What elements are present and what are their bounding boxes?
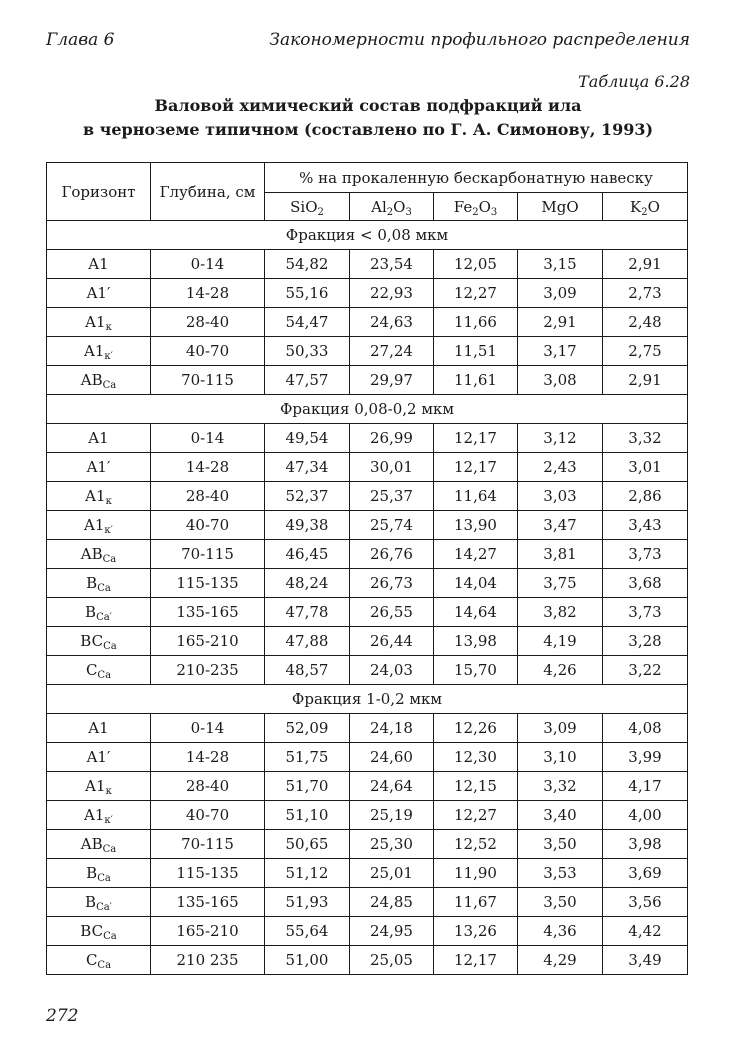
oxide-subscript: 3 (490, 206, 498, 218)
table-row (47, 772, 688, 801)
horizon-cell (47, 424, 151, 453)
horizon-subscript: к (105, 786, 112, 797)
horizon-base: A1 (88, 429, 109, 447)
value-cell: 2,91 (603, 250, 688, 279)
oxide-base: MgO (541, 197, 579, 216)
value-cell: 4,29 (518, 946, 603, 975)
value-cell: 3,49 (603, 946, 688, 975)
value-cell: 52,09 (265, 714, 350, 743)
table-title-line-1: Валовой химический состав подфракций ила (154, 96, 582, 115)
horizon-base: A1 (88, 719, 109, 737)
table-row (47, 308, 688, 337)
horizon-base: AB (80, 371, 103, 389)
fraction-label: Фракция 1-0,2 мкм (47, 685, 688, 714)
value-cell: 3,12 (518, 424, 603, 453)
value-cell: 13,90 (434, 511, 518, 540)
depth-cell: 14-28 (151, 279, 265, 308)
value-cell: 30,01 (350, 453, 434, 482)
depth-cell: 70-115 (151, 830, 265, 859)
value-cell: 25,37 (350, 482, 434, 511)
value-cell: 49,54 (265, 424, 350, 453)
chapter-label: Глава 6 (46, 30, 115, 50)
horizon-subscript: Ca′ (96, 902, 112, 913)
value-cell: 11,61 (434, 366, 518, 395)
value-cell: 48,57 (265, 656, 350, 685)
column-header-horizon: Горизонт (47, 163, 151, 221)
value-cell: 2,43 (518, 453, 603, 482)
oxide-base: Al (371, 197, 387, 216)
value-cell: 12,27 (434, 279, 518, 308)
value-cell: 3,32 (603, 424, 688, 453)
horizon-subscript: Ca (102, 380, 117, 391)
column-header-oxide (434, 193, 518, 221)
horizon-subscript: к′ (104, 815, 113, 826)
oxide-base: K (630, 197, 642, 216)
horizon-subscript: Ca (102, 844, 117, 855)
horizon-cell (47, 859, 151, 888)
depth-cell: 28-40 (151, 308, 265, 337)
horizon-base: A1′ (86, 748, 111, 766)
depth-cell: 28-40 (151, 772, 265, 801)
table-row (47, 656, 688, 685)
horizon-cell (47, 598, 151, 627)
fraction-row (47, 395, 688, 424)
depth-cell: 210 235 (151, 946, 265, 975)
value-cell: 3,08 (518, 366, 603, 395)
horizon-base: A1′ (86, 458, 111, 476)
value-cell: 3,03 (518, 482, 603, 511)
value-cell: 3,73 (603, 540, 688, 569)
value-cell: 55,16 (265, 279, 350, 308)
horizon-base: A1 (85, 313, 106, 331)
value-cell: 26,76 (350, 540, 434, 569)
fraction-label: Фракция 0,08-0,2 мкм (47, 395, 688, 424)
value-cell: 12,17 (434, 424, 518, 453)
horizon-base: BC (80, 632, 104, 650)
value-cell: 47,78 (265, 598, 350, 627)
value-cell: 25,19 (350, 801, 434, 830)
value-cell: 4,19 (518, 627, 603, 656)
horizon-base: B (86, 574, 98, 592)
value-cell: 49,38 (265, 511, 350, 540)
column-header-oxide (265, 193, 350, 221)
horizon-cell (47, 946, 151, 975)
value-cell: 3,09 (518, 714, 603, 743)
value-cell: 2,86 (603, 482, 688, 511)
value-cell: 3,32 (518, 772, 603, 801)
value-cell: 12,30 (434, 743, 518, 772)
value-cell: 3,50 (518, 830, 603, 859)
depth-cell: 135-165 (151, 598, 265, 627)
depth-cell: 40-70 (151, 801, 265, 830)
value-cell: 11,51 (434, 337, 518, 366)
value-cell: 11,90 (434, 859, 518, 888)
table-row (47, 801, 688, 830)
value-cell: 47,57 (265, 366, 350, 395)
table-row (47, 946, 688, 975)
value-cell: 27,24 (350, 337, 434, 366)
oxide-tail: O (478, 197, 491, 216)
depth-cell: 210-235 (151, 656, 265, 685)
table-row (47, 917, 688, 946)
horizon-subscript: Ca (103, 641, 117, 652)
value-cell: 3,73 (603, 598, 688, 627)
value-cell: 51,10 (265, 801, 350, 830)
horizon-cell (47, 453, 151, 482)
value-cell: 25,05 (350, 946, 434, 975)
horizon-cell (47, 540, 151, 569)
depth-cell: 165-210 (151, 917, 265, 946)
value-cell: 12,15 (434, 772, 518, 801)
depth-cell: 14-28 (151, 453, 265, 482)
value-cell: 11,66 (434, 308, 518, 337)
section-title: Закономерности профильного распределения (269, 30, 690, 50)
horizon-cell (47, 279, 151, 308)
value-cell: 4,17 (603, 772, 688, 801)
value-cell: 24,60 (350, 743, 434, 772)
table-row (47, 424, 688, 453)
depth-cell: 0-14 (151, 714, 265, 743)
horizon-subscript: Ca (97, 583, 111, 594)
depth-cell: 115-135 (151, 859, 265, 888)
value-cell: 2,73 (603, 279, 688, 308)
value-cell: 51,00 (265, 946, 350, 975)
oxide-tail: O (647, 197, 660, 216)
value-cell: 3,68 (603, 569, 688, 598)
oxide-subscript: 2 (641, 206, 648, 218)
horizon-base: AB (80, 835, 103, 853)
horizon-subscript: Ca (103, 931, 117, 942)
horizon-base: A1 (84, 516, 105, 534)
value-cell: 4,08 (603, 714, 688, 743)
value-cell: 3,22 (603, 656, 688, 685)
oxide-subscript: 2 (472, 206, 479, 218)
value-cell: 47,88 (265, 627, 350, 656)
value-cell: 3,75 (518, 569, 603, 598)
value-cell: 3,69 (603, 859, 688, 888)
oxide-base: Fe (453, 197, 473, 216)
value-cell: 3,47 (518, 511, 603, 540)
value-cell: 50,33 (265, 337, 350, 366)
horizon-subscript: к (105, 322, 112, 333)
fraction-row (47, 221, 688, 250)
value-cell: 51,70 (265, 772, 350, 801)
horizon-cell (47, 772, 151, 801)
horizon-base: B (85, 603, 97, 621)
horizon-base: C (85, 661, 98, 679)
value-cell: 3,99 (603, 743, 688, 772)
horizon-subscript: Ca′ (96, 612, 112, 623)
value-cell: 51,12 (265, 859, 350, 888)
value-cell: 47,34 (265, 453, 350, 482)
value-cell: 11,67 (434, 888, 518, 917)
value-cell: 12,27 (434, 801, 518, 830)
oxide-base: SiO (290, 197, 318, 216)
value-cell: 13,98 (434, 627, 518, 656)
value-cell: 14,64 (434, 598, 518, 627)
table-body (47, 221, 688, 975)
value-cell: 51,93 (265, 888, 350, 917)
table-row (47, 250, 688, 279)
horizon-subscript: Ca (102, 554, 117, 565)
value-cell: 3,81 (518, 540, 603, 569)
value-cell: 3,98 (603, 830, 688, 859)
value-cell: 24,63 (350, 308, 434, 337)
value-cell: 54,47 (265, 308, 350, 337)
table-number: Таблица 6.28 (578, 72, 690, 91)
oxide-subscript: 3 (405, 206, 412, 218)
horizon-base: A1′ (86, 284, 111, 302)
horizon-cell (47, 743, 151, 772)
horizon-cell (47, 250, 151, 279)
horizon-cell (47, 511, 151, 540)
table-row (47, 714, 688, 743)
depth-cell: 0-14 (151, 250, 265, 279)
horizon-subscript: Ca (97, 670, 112, 681)
value-cell: 24,03 (350, 656, 434, 685)
table-row (47, 859, 688, 888)
depth-cell: 40-70 (151, 511, 265, 540)
horizon-base: BC (80, 922, 104, 940)
value-cell: 2,91 (518, 308, 603, 337)
oxide-subscript: 2 (317, 206, 324, 218)
horizon-base: A1 (84, 806, 105, 824)
value-cell: 3,17 (518, 337, 603, 366)
column-header-group: % на прокаленную бескарбонатную навеску (265, 163, 688, 193)
value-cell: 24,18 (350, 714, 434, 743)
table-row (47, 279, 688, 308)
value-cell: 3,50 (518, 888, 603, 917)
column-header-oxide (603, 193, 688, 221)
depth-cell: 0-14 (151, 424, 265, 453)
value-cell: 55,64 (265, 917, 350, 946)
horizon-subscript: к′ (104, 525, 113, 536)
horizon-cell (47, 366, 151, 395)
value-cell: 3,56 (603, 888, 688, 917)
value-cell: 3,43 (603, 511, 688, 540)
table-row (47, 453, 688, 482)
value-cell: 14,27 (434, 540, 518, 569)
horizon-cell (47, 888, 151, 917)
value-cell: 13,26 (434, 917, 518, 946)
table-row (47, 569, 688, 598)
value-cell: 24,85 (350, 888, 434, 917)
depth-cell: 165-210 (151, 627, 265, 656)
value-cell: 2,75 (603, 337, 688, 366)
value-cell: 22,93 (350, 279, 434, 308)
fraction-row (47, 685, 688, 714)
value-cell: 2,48 (603, 308, 688, 337)
value-cell: 4,00 (603, 801, 688, 830)
table-row (47, 337, 688, 366)
horizon-subscript: Ca (97, 873, 111, 884)
horizon-subscript: Ca (97, 960, 112, 971)
value-cell: 3,82 (518, 598, 603, 627)
value-cell: 50,65 (265, 830, 350, 859)
value-cell: 11,64 (434, 482, 518, 511)
table-row (47, 540, 688, 569)
horizon-cell (47, 656, 151, 685)
column-header-depth: Глубина, см (151, 163, 265, 221)
horizon-cell (47, 830, 151, 859)
horizon-base: C (85, 951, 98, 969)
table-row (47, 888, 688, 917)
depth-cell: 70-115 (151, 366, 265, 395)
value-cell: 26,44 (350, 627, 434, 656)
value-cell: 25,30 (350, 830, 434, 859)
value-cell: 54,82 (265, 250, 350, 279)
horizon-subscript: к (105, 496, 112, 507)
table-row (47, 511, 688, 540)
value-cell: 4,36 (518, 917, 603, 946)
value-cell: 26,55 (350, 598, 434, 627)
chemical-composition-table (46, 162, 688, 975)
table-row (47, 743, 688, 772)
value-cell: 12,17 (434, 453, 518, 482)
value-cell: 14,04 (434, 569, 518, 598)
value-cell: 3,01 (603, 453, 688, 482)
value-cell: 25,01 (350, 859, 434, 888)
fraction-label: Фракция < 0,08 мкм (47, 221, 688, 250)
horizon-base: B (85, 893, 97, 911)
depth-cell: 70-115 (151, 540, 265, 569)
value-cell: 2,91 (603, 366, 688, 395)
value-cell: 3,53 (518, 859, 603, 888)
table-row (47, 482, 688, 511)
depth-cell: 14-28 (151, 743, 265, 772)
horizon-cell (47, 482, 151, 511)
value-cell: 3,40 (518, 801, 603, 830)
horizon-cell (47, 569, 151, 598)
horizon-cell (47, 714, 151, 743)
horizon-cell (47, 337, 151, 366)
horizon-base: A1 (84, 342, 105, 360)
value-cell: 25,74 (350, 511, 434, 540)
value-cell: 3,10 (518, 743, 603, 772)
value-cell: 24,95 (350, 917, 434, 946)
value-cell: 15,70 (434, 656, 518, 685)
horizon-cell (47, 627, 151, 656)
value-cell: 29,97 (350, 366, 434, 395)
horizon-base: B (86, 864, 98, 882)
horizon-base: AB (80, 545, 103, 563)
value-cell: 12,17 (434, 946, 518, 975)
horizon-cell (47, 801, 151, 830)
value-cell: 46,45 (265, 540, 350, 569)
value-cell: 3,15 (518, 250, 603, 279)
value-cell: 12,26 (434, 714, 518, 743)
oxide-tail: O (393, 197, 406, 216)
depth-cell: 28-40 (151, 482, 265, 511)
page-number: 272 (46, 1006, 79, 1026)
horizon-base: A1 (85, 777, 106, 795)
depth-cell: 135-165 (151, 888, 265, 917)
value-cell: 52,37 (265, 482, 350, 511)
value-cell: 3,09 (518, 279, 603, 308)
value-cell: 26,99 (350, 424, 434, 453)
horizon-base: A1 (88, 255, 109, 273)
value-cell: 4,26 (518, 656, 603, 685)
horizon-subscript: к′ (104, 351, 113, 362)
value-cell: 48,24 (265, 569, 350, 598)
value-cell: 51,75 (265, 743, 350, 772)
value-cell: 12,05 (434, 250, 518, 279)
depth-cell: 115-135 (151, 569, 265, 598)
horizon-cell (47, 917, 151, 946)
table-row (47, 627, 688, 656)
table-title (46, 94, 690, 142)
value-cell: 4,42 (603, 917, 688, 946)
table-row (47, 598, 688, 627)
table-row (47, 366, 688, 395)
oxide-subscript: 2 (386, 206, 394, 218)
horizon-base: A1 (85, 487, 106, 505)
depth-cell: 40-70 (151, 337, 265, 366)
table-title-line-2: в черноземе типичном (составлено по Г. А. Симонову, 1993) (82, 120, 654, 139)
column-header-oxide (350, 193, 434, 221)
table-row (47, 830, 688, 859)
value-cell: 23,54 (350, 250, 434, 279)
value-cell: 3,28 (603, 627, 688, 656)
value-cell: 24,64 (350, 772, 434, 801)
horizon-cell (47, 308, 151, 337)
value-cell: 26,73 (350, 569, 434, 598)
column-header-oxide (518, 193, 603, 221)
value-cell: 12,52 (434, 830, 518, 859)
